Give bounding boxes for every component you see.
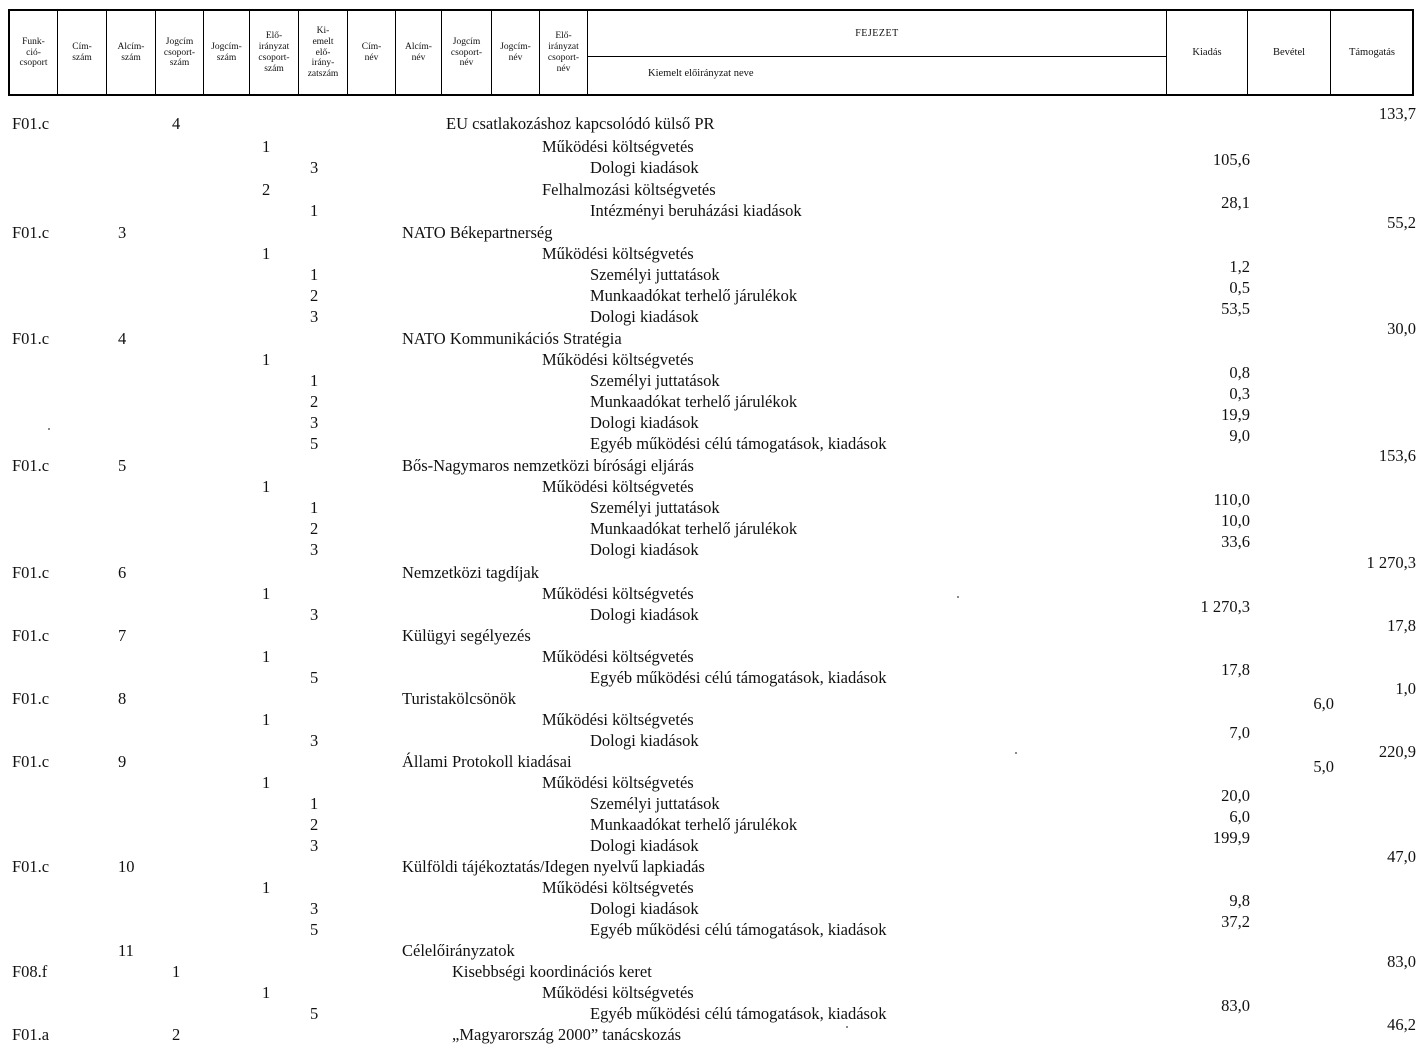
row-kiadas: 0,3 <box>1229 384 1250 403</box>
row-megnevezes: Munkaadókat terhelő járulékok <box>590 815 798 834</box>
row-funkcio: F01.c <box>12 626 50 645</box>
row-funkcio: F01.c <box>12 223 50 242</box>
row-cimszam: 4 <box>118 329 127 348</box>
header-jogcimnev: Jogcím- név <box>500 42 531 63</box>
row-eloiranyzatcsoport: 1 <box>262 878 271 897</box>
row-eloiranyzatcsoport: 1 <box>262 477 271 496</box>
row-megnevezes: Dologi kiadások <box>590 158 699 177</box>
row-kiadas: 83,0 <box>1221 996 1250 1015</box>
row-eloiranyzatcsoport: 1 <box>262 773 271 792</box>
row-megnevezes: Dologi kiadások <box>590 899 699 918</box>
row-funkcio: F01.a <box>12 1025 50 1044</box>
row-megnevezes: Működési költségvetés <box>542 477 694 496</box>
row-kiadas: 105,6 <box>1212 150 1250 169</box>
table-row <box>0 511 1424 541</box>
row-megnevezes: Működési költségvetés <box>542 244 694 263</box>
row-alcimszam: 1 <box>172 962 181 981</box>
row-megnevezes: NATO Békepartnerség <box>402 223 553 242</box>
row-cimszam: 5 <box>118 456 127 475</box>
row-megnevezes: Felhalmozási költségvetés <box>542 180 716 199</box>
row-kiemelt-eloiranyzat: 2 <box>310 392 319 411</box>
row-eloiranyzatcsoport: 1 <box>262 647 271 666</box>
table-row <box>0 807 1424 837</box>
table-row <box>0 490 1424 520</box>
row-funkcio: F01.c <box>12 563 50 582</box>
row-tamogatas: 220,9 <box>1378 742 1416 761</box>
row-kiadas: 9,8 <box>1229 891 1250 910</box>
row-kiadas: 199,9 <box>1212 828 1250 847</box>
row-kiadas: 10,0 <box>1221 511 1250 530</box>
table-row <box>0 477 1424 499</box>
row-kiemelt-eloiranyzat: 2 <box>310 815 319 834</box>
table-row <box>0 878 1424 900</box>
row-megnevezes: Működési költségvetés <box>542 350 694 369</box>
row-megnevezes: Egyéb működési célú támogatások, kiadások <box>590 434 887 453</box>
row-megnevezes: „Magyarország 2000” tanácskozás <box>452 1025 682 1044</box>
row-funkcio: F01.c <box>12 456 50 475</box>
table-row <box>0 828 1424 858</box>
table-row <box>0 213 1424 245</box>
row-megnevezes: EU csatlakozáshoz kapcsolódó külső PR <box>446 114 715 133</box>
row-megnevezes: Működési költségvetés <box>542 878 694 897</box>
table-row <box>0 616 1424 648</box>
row-kiemelt-eloiranyzat: 1 <box>310 265 319 284</box>
table-row <box>0 257 1424 287</box>
row-cimszam: 11 <box>118 941 134 960</box>
row-megnevezes: Dologi kiadások <box>590 540 699 559</box>
row-kiadas: 9,0 <box>1229 426 1250 445</box>
row-megnevezes: Dologi kiadások <box>590 413 699 432</box>
table-row <box>0 405 1424 435</box>
row-kiemelt-eloiranyzat: 5 <box>310 920 319 939</box>
row-eloiranyzatcsoport: 1 <box>262 244 271 263</box>
header-eloiranyzatcsoportszam: Elő- irányzat csoport- szám <box>258 31 290 74</box>
row-megnevezes: Dologi kiadások <box>590 731 699 750</box>
row-eloiranyzatcsoport: 1 <box>262 710 271 729</box>
header-bevetel: Bevétel <box>1272 46 1306 58</box>
row-cimszam: 6 <box>118 563 127 582</box>
header-tamogatas: Támogatás <box>1348 46 1396 58</box>
row-tamogatas: 46,2 <box>1387 1015 1416 1034</box>
row-megnevezes: Intézményi beruházási kiadások <box>590 201 802 220</box>
row-funkcio: F01.c <box>12 329 50 348</box>
row-eloiranyzatcsoport: 1 <box>262 584 271 603</box>
row-megnevezes: Állami Protokoll kiadásai <box>402 752 572 771</box>
row-megnevezes: Munkaadókat terhelő járulékok <box>590 392 798 411</box>
row-megnevezes: Működési költségvetés <box>542 584 694 603</box>
header-jogcimszam: Jogcím- szám <box>211 42 242 63</box>
row-kiemelt-eloiranyzat: 2 <box>310 519 319 538</box>
row-tamogatas: 55,2 <box>1387 213 1416 232</box>
row-megnevezes: Egyéb működési célú támogatások, kiadások <box>590 1004 887 1023</box>
scan-speck <box>957 596 959 598</box>
row-tamogatas: 133,7 <box>1378 104 1416 123</box>
row-megnevezes: Dologi kiadások <box>590 307 699 326</box>
row-kiadas: 19,9 <box>1221 405 1250 424</box>
row-funkcio: F01.c <box>12 114 50 133</box>
row-megnevezes: Bős-Nagymaros nemzetközi bírósági eljárás <box>402 456 694 475</box>
row-megnevezes: Nemzetközi tagdíjak <box>402 563 539 582</box>
table-row <box>0 384 1424 414</box>
row-megnevezes: Munkaadókat terhelő járulékok <box>590 519 798 538</box>
row-cimszam: 7 <box>118 626 127 645</box>
row-kiadas: 33,6 <box>1221 532 1250 551</box>
row-tamogatas: 83,0 <box>1387 952 1416 971</box>
row-megnevezes: Személyi juttatások <box>590 794 720 813</box>
row-kiadas: 110,0 <box>1213 490 1250 509</box>
row-kiemelt-eloiranyzat: 3 <box>310 413 319 432</box>
row-kiadas: 0,5 <box>1229 278 1250 297</box>
table-row <box>0 723 1424 753</box>
table-row <box>0 941 1424 963</box>
row-kiadas: 1,2 <box>1229 257 1250 276</box>
row-megnevezes: NATO Kommunikációs Stratégia <box>402 329 622 348</box>
row-megnevezes: Munkaadókat terhelő járulékok <box>590 286 798 305</box>
row-kiemelt-eloiranyzat: 1 <box>310 498 319 517</box>
table-row <box>0 679 1424 711</box>
row-megnevezes: Működési költségvetés <box>542 647 694 666</box>
header-eloiranyzatcsoportnev: Elő- irányzat csoport- név <box>547 31 580 74</box>
header-cimnev: Cím- név <box>361 42 382 63</box>
table-row <box>0 891 1424 921</box>
table-row <box>0 319 1424 351</box>
table-row <box>0 660 1424 690</box>
row-funkcio: F01.c <box>12 752 50 771</box>
row-megnevezes: Működési költségvetés <box>542 983 694 1002</box>
row-megnevezes: Személyi juttatások <box>590 371 720 390</box>
table-row <box>0 553 1424 585</box>
table-row <box>0 104 1424 136</box>
table-row <box>0 363 1424 393</box>
header-kiemelt-eloiranyzatszam: Ki- emelt elő- irány- zatszám <box>307 25 339 80</box>
row-funkcio: F01.c <box>12 689 50 708</box>
row-megnevezes: Külföldi tájékoztatás/Idegen nyelvű lapkiadás <box>402 857 705 876</box>
row-kiadas: 37,2 <box>1221 912 1250 931</box>
row-alcimszam: 2 <box>172 1025 181 1044</box>
row-kiemelt-eloiranyzat: 5 <box>310 668 319 687</box>
header-funkcio: Funk- ció- csoport <box>19 36 48 69</box>
row-kiemelt-eloiranyzat: 3 <box>310 540 319 559</box>
row-kiemelt-eloiranyzat: 3 <box>310 605 319 624</box>
row-tamogatas: 153,6 <box>1378 446 1416 465</box>
row-megnevezes: Dologi kiadások <box>590 605 699 624</box>
row-kiadas: 7,0 <box>1229 723 1250 742</box>
row-kiemelt-eloiranyzat: 5 <box>310 434 319 453</box>
row-funkcio: F08.f <box>12 962 48 981</box>
row-cimszam: 8 <box>118 689 127 708</box>
table-row <box>0 983 1424 1005</box>
row-kiemelt-eloiranyzat: 1 <box>310 201 319 220</box>
row-megnevezes: Működési költségvetés <box>542 710 694 729</box>
row-tamogatas: 47,0 <box>1387 847 1416 866</box>
row-kiemelt-eloiranyzat: 5 <box>310 1004 319 1023</box>
row-kiadas: 53,5 <box>1221 299 1250 318</box>
row-cimszam: 3 <box>118 223 127 242</box>
table-row <box>0 278 1424 308</box>
header-fejezet: FEJEZET <box>855 28 899 39</box>
table-row <box>0 996 1424 1026</box>
table-row <box>0 1015 1424 1047</box>
row-cimszam: 10 <box>118 857 135 876</box>
table-row <box>0 786 1424 816</box>
table-row <box>0 742 1424 774</box>
row-eloiranyzatcsoport: 1 <box>262 350 271 369</box>
row-megnevezes: Turistakölcsönök <box>402 689 516 708</box>
row-megnevezes: Egyéb működési célú támogatások, kiadások <box>590 668 887 687</box>
scan-speck <box>48 428 50 430</box>
row-tamogatas: 1,0 <box>1395 679 1416 698</box>
row-kiadas: 6,0 <box>1229 807 1250 826</box>
table-row <box>0 299 1424 329</box>
scan-speck <box>1015 752 1017 754</box>
row-bevetel: 5,0 <box>1313 757 1334 776</box>
row-kiemelt-eloiranyzat: 3 <box>310 899 319 918</box>
row-megnevezes: Dologi kiadások <box>590 836 699 855</box>
header-alcimszam: Alcím- szám <box>117 42 145 63</box>
row-cimszam: 9 <box>118 752 127 771</box>
row-kiadas: 17,8 <box>1221 660 1250 679</box>
table-row <box>0 426 1424 456</box>
table-row <box>0 446 1424 478</box>
row-megnevezes: Célelőirányzatok <box>402 941 515 960</box>
row-kiadas: 28,1 <box>1221 193 1250 212</box>
table-row <box>0 193 1424 223</box>
table-row <box>0 912 1424 942</box>
row-kiemelt-eloiranyzat: 2 <box>310 286 319 305</box>
row-kiemelt-eloiranyzat: 1 <box>310 794 319 813</box>
header-alcimnev: Alcím- név <box>405 42 432 63</box>
row-megnevezes: Külügyi segélyezés <box>402 626 531 645</box>
row-megnevezes: Egyéb működési célú támogatások, kiadások <box>590 920 887 939</box>
row-kiadas: 0,8 <box>1229 363 1250 382</box>
header-jogcimcsoportszam: Jogcím csoport- szám <box>163 36 196 69</box>
table-row <box>0 597 1424 627</box>
row-eloiranyzatcsoport: 1 <box>262 137 271 156</box>
row-funkcio: F01.c <box>12 857 50 876</box>
row-alcimszam: 4 <box>172 114 181 133</box>
table-row <box>0 847 1424 879</box>
header-cimszam: Cím- szám <box>72 42 92 63</box>
row-kiemelt-eloiranyzat: 1 <box>310 371 319 390</box>
row-bevetel: 6,0 <box>1313 694 1334 713</box>
row-kiemelt-eloiranyzat: 3 <box>310 158 319 177</box>
table-row <box>0 952 1424 984</box>
table-row <box>0 350 1424 372</box>
row-tamogatas: 17,8 <box>1387 616 1416 635</box>
row-eloiranyzatcsoport: 1 <box>262 983 271 1002</box>
row-tamogatas: 30,0 <box>1387 319 1416 338</box>
header-kiadas: Kiadás <box>1192 46 1222 58</box>
row-kiemelt-eloiranyzat: 3 <box>310 731 319 750</box>
header-kiemelt-eloiranyzat-neve: Kiemelt előirányzat neve <box>648 68 754 79</box>
row-tamogatas: 1 270,3 <box>1366 553 1416 572</box>
table-row <box>0 150 1424 180</box>
row-eloiranyzatcsoport: 2 <box>262 180 271 199</box>
row-kiadas: 1 270,3 <box>1200 597 1250 616</box>
table-row <box>0 647 1424 669</box>
table-row <box>0 137 1424 159</box>
row-kiemelt-eloiranyzat: 3 <box>310 307 319 326</box>
row-megnevezes: Személyi juttatások <box>590 498 720 517</box>
table-row <box>0 244 1424 266</box>
row-megnevezes: Működési költségvetés <box>542 773 694 792</box>
row-megnevezes: Kisebbségi koordinációs keret <box>452 962 652 981</box>
table-row <box>0 180 1424 202</box>
scan-speck <box>846 1026 848 1028</box>
row-kiemelt-eloiranyzat: 3 <box>310 836 319 855</box>
row-megnevezes: Működési költségvetés <box>542 137 694 156</box>
row-kiadas: 20,0 <box>1221 786 1250 805</box>
table-row <box>0 532 1424 562</box>
header-jogcimcsoportnev: Jogcím csoport- név <box>450 36 483 69</box>
row-megnevezes: Személyi juttatások <box>590 265 720 284</box>
